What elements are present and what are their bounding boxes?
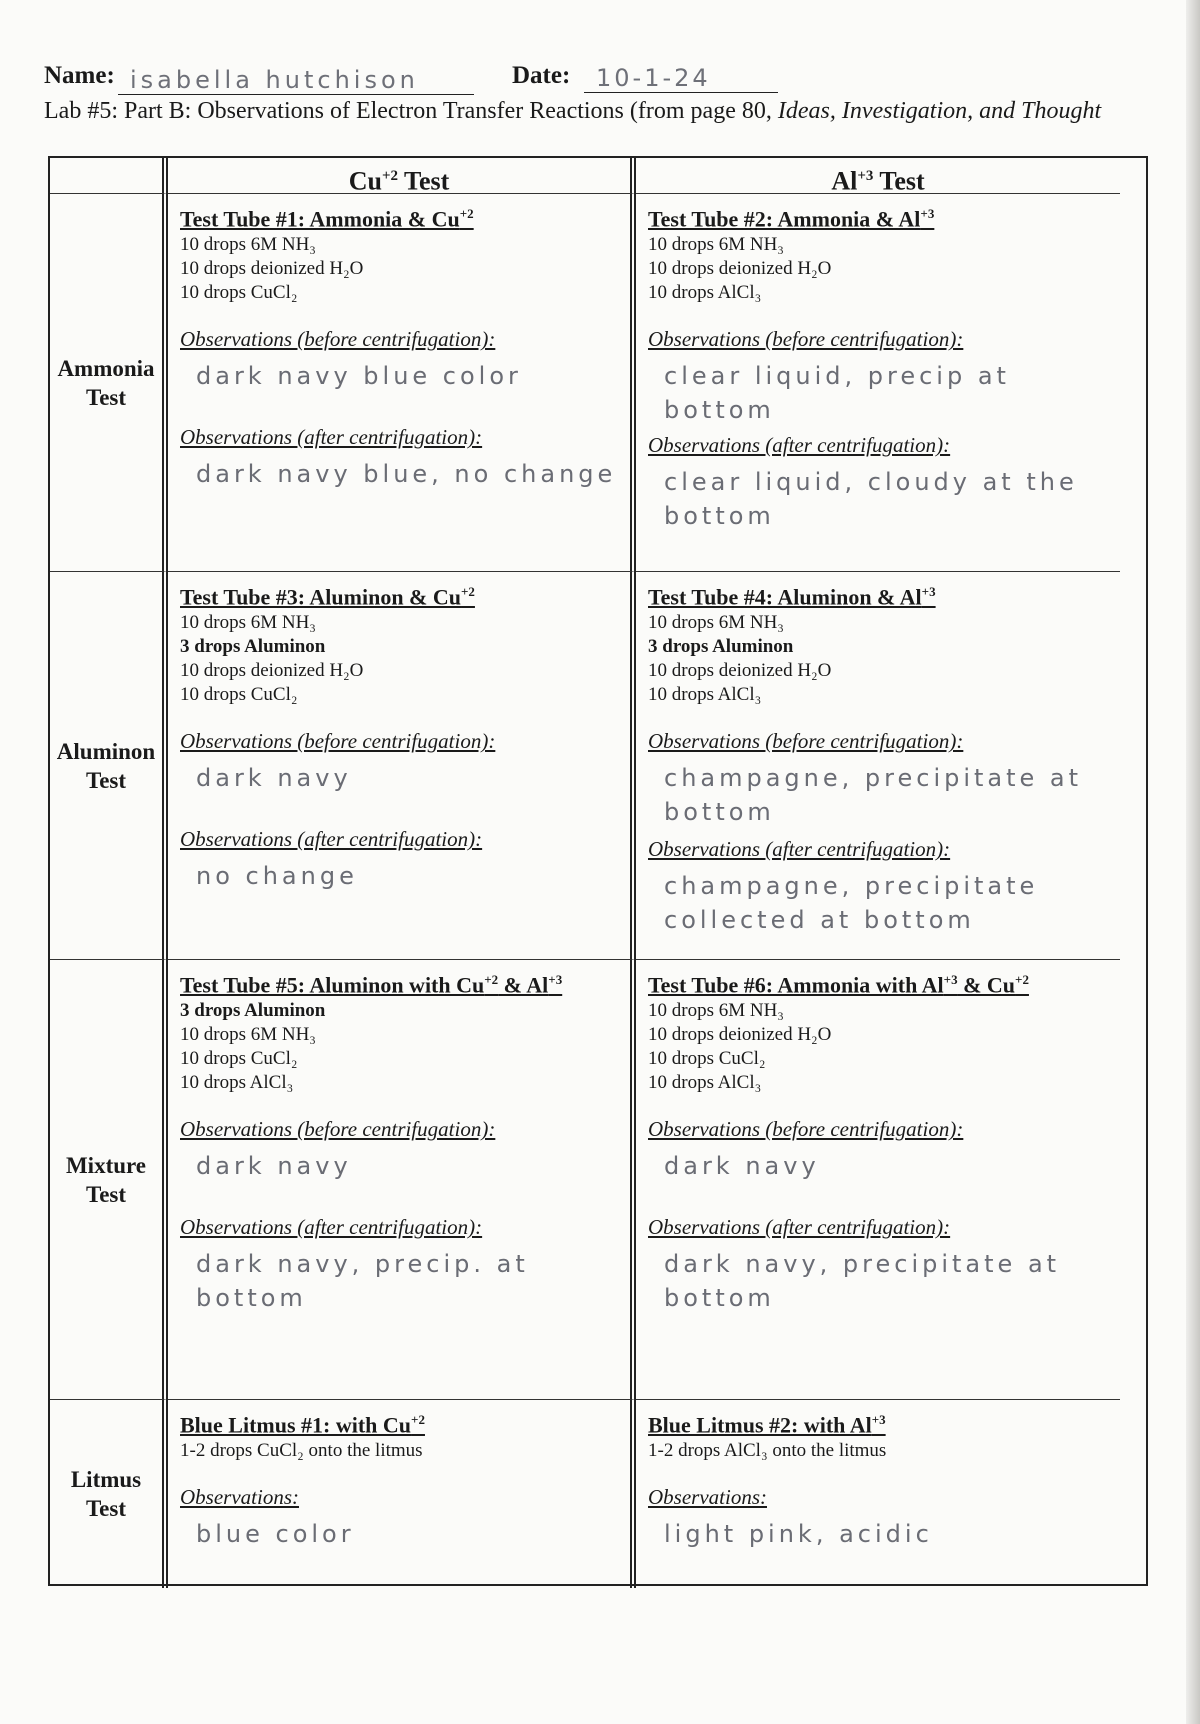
obs-after-entry[interactable]: dark navy blue, no change xyxy=(196,460,617,489)
obs-entry[interactable]: light pink, acidic xyxy=(664,1520,933,1549)
obs-after-label: Observations (after centrifugation): xyxy=(648,433,951,458)
obs-after-entry[interactable]: dark navy, precipitate at bottom xyxy=(664,1250,1061,1313)
obs-before-entry[interactable]: dark navy xyxy=(664,1152,820,1181)
obs-before-label: Observations (before centrifugation): xyxy=(180,729,496,754)
obs-after-label: Observations (after centrifugation): xyxy=(648,1215,951,1240)
blue-litmus-1 xyxy=(168,1400,636,1588)
name-label: Name: xyxy=(44,62,115,89)
test-tube-6 xyxy=(636,960,1120,1400)
test-tube-6-title: Test Tube #6: Ammonia with $Al^{+3}$ & $Cu^{+2}$ xyxy=(648,972,1029,998)
obs-after-entry[interactable]: clear liquid, cloudy at the bottom xyxy=(664,468,1078,531)
reagent-line: 10 drops CuCl₂ xyxy=(180,282,298,304)
page-edge-shadow xyxy=(1186,0,1200,1724)
reagent-line: 10 drops deionized H₂O xyxy=(648,1024,832,1046)
test-tube-1-title: Test Tube #1: Ammonia & $Cu^{+2}$ xyxy=(180,206,474,232)
obs-after-label: Observations (after centrifugation): xyxy=(648,837,951,862)
obs-after-label: Observations (after centrifugation): xyxy=(180,827,483,852)
reagent-line: 10 drops 6M NH₃ xyxy=(180,1024,316,1046)
row-header-litmus: Litmus Test xyxy=(50,1400,168,1588)
test-tube-5-title: Test Tube #5: Aluminon with $Cu^{+2}$ & $Al^{+3}$ xyxy=(180,972,563,998)
blue-litmus-2 xyxy=(636,1400,1120,1588)
row-header-ammonia: Ammonia Test xyxy=(50,194,168,572)
obs-label: Observations: xyxy=(648,1485,767,1510)
obs-after-label: Observations (after centrifugation): xyxy=(180,425,483,450)
corner-cell xyxy=(50,158,168,194)
lab-title xyxy=(44,98,1154,125)
obs-before-entry[interactable]: dark navy xyxy=(196,1152,352,1181)
reagent-line: 1-2 drops AlCl₃ onto the litmus xyxy=(648,1440,887,1462)
reagent-line: 10 drops 6M NH₃ xyxy=(180,234,316,256)
test-tube-2-title: Test Tube #2: Ammonia & $Al^{+3}$ xyxy=(648,206,935,232)
reagent-line: 3 drops Aluminon xyxy=(180,1000,326,1022)
reagent-line: 10 drops 6M NH₃ xyxy=(180,612,316,634)
reagent-line: 10 drops AlCl₃ xyxy=(180,1072,294,1094)
test-tube-3 xyxy=(168,572,636,960)
blue-litmus-1-title: Blue Litmus #1: with $Cu^{+2}$ xyxy=(180,1412,425,1438)
obs-after-entry[interactable]: champagne, precipitate collected at bottom xyxy=(664,872,1039,935)
obs-before-entry[interactable]: dark navy xyxy=(196,764,352,793)
test-tube-3-title: Test Tube #3: Aluminon & $Cu^{+2}$ xyxy=(180,584,475,610)
reagent-line: 10 drops AlCl₃ xyxy=(648,282,762,304)
reagent-line: 10 drops CuCl₂ xyxy=(648,1048,766,1070)
obs-after-entry[interactable]: dark navy, precip. at bottom xyxy=(196,1250,529,1313)
reagent-line: 10 drops deionized H₂O xyxy=(180,660,364,682)
test-tube-4-title: Test Tube #4: Aluminon & $Al^{+3}$ xyxy=(648,584,936,610)
obs-before-label: Observations (before centrifugation): xyxy=(648,729,964,754)
obs-before-label: Observations (before centrifugation): xyxy=(180,327,496,352)
reagent-line: 10 drops deionized H₂O xyxy=(180,258,364,280)
test-tube-2 xyxy=(636,194,1120,572)
lab-title-text: Lab #5: Part B: Observations of Electron Transfer Reactions (from page 80, xyxy=(44,98,778,124)
reagent-line: 10 drops 6M NH₃ xyxy=(648,234,784,256)
worksheet-header xyxy=(44,62,1154,125)
row-header-aluminon: Aluminon Test xyxy=(50,572,168,960)
obs-before-entry[interactable]: clear liquid, precip at bottom xyxy=(664,362,1010,425)
reagent-line: 10 drops CuCl₂ xyxy=(180,1048,298,1070)
obs-before-label: Observations (before centrifugation): xyxy=(648,327,964,352)
column-header-cu: $Cu^{+2}$ Test xyxy=(168,158,636,194)
reagent-line: 3 drops Aluminon xyxy=(180,636,326,658)
date-field[interactable]: 10-1-24 xyxy=(584,64,778,93)
column-header-al: $Al^{+3}$ Test xyxy=(636,158,1120,194)
reagent-line: 10 drops 6M NH₃ xyxy=(648,1000,784,1022)
observation-table xyxy=(48,156,1148,1586)
name-date-line xyxy=(44,62,1154,96)
date-label: Date: xyxy=(512,62,571,89)
reagent-line: 3 drops Aluminon xyxy=(648,636,794,658)
test-tube-1 xyxy=(168,194,636,572)
reagent-line: 1-2 drops CuCl₂ onto the litmus xyxy=(180,1440,423,1462)
obs-before-label: Observations (before centrifugation): xyxy=(648,1117,964,1142)
obs-entry[interactable]: blue color xyxy=(196,1520,355,1549)
test-tube-5 xyxy=(168,960,636,1400)
reagent-line: 10 drops 6M NH₃ xyxy=(648,612,784,634)
name-field[interactable]: isabella hutchison xyxy=(118,66,474,95)
obs-before-label: Observations (before centrifugation): xyxy=(180,1117,496,1142)
reagent-line: 10 drops AlCl₃ xyxy=(648,684,762,706)
blue-litmus-2-title: Blue Litmus #2: with $Al^{+3}$ xyxy=(648,1412,886,1438)
obs-after-entry[interactable]: no change xyxy=(196,862,358,891)
reagent-line: 10 drops deionized H₂O xyxy=(648,258,832,280)
test-tube-4 xyxy=(636,572,1120,960)
reagent-line: 10 drops deionized H₂O xyxy=(648,660,832,682)
obs-after-label: Observations (after centrifugation): xyxy=(180,1215,483,1240)
obs-before-entry[interactable]: champagne, precipitate at bottom xyxy=(664,764,1083,827)
obs-label: Observations: xyxy=(180,1485,299,1510)
lab-title-book: Ideas, Investigation, and Thought xyxy=(777,98,1102,124)
obs-before-entry[interactable]: dark navy blue color xyxy=(196,362,522,391)
reagent-line: 10 drops AlCl₃ xyxy=(648,1072,762,1094)
reagent-line: 10 drops CuCl₂ xyxy=(180,684,298,706)
row-header-mixture: Mixture Test xyxy=(50,960,168,1400)
